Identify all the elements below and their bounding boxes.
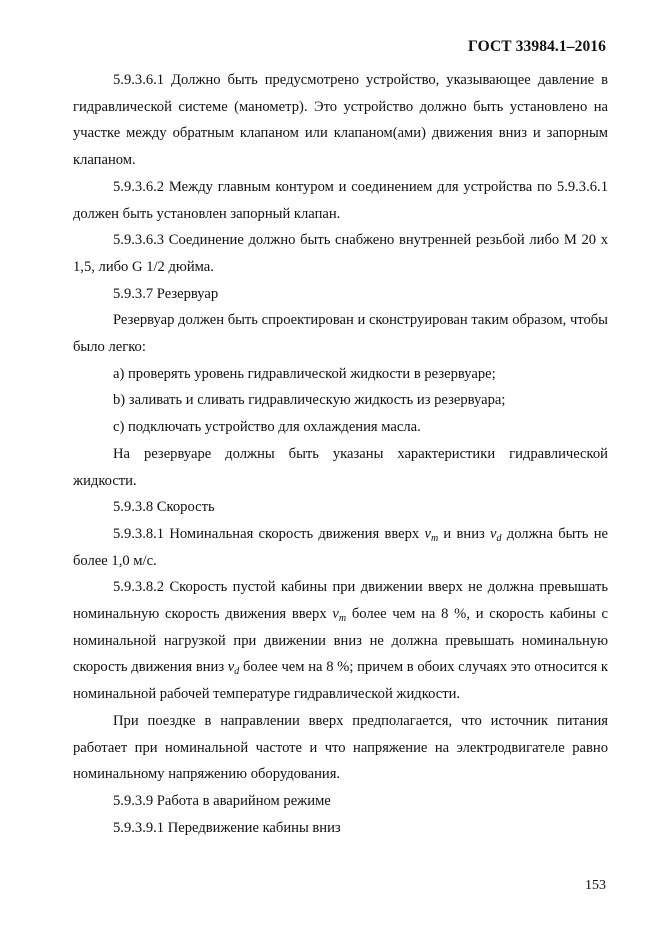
paragraph-5-9-3-6-1: 5.9.3.6.1 Должно быть предусмотрено устройство, указывающее давление в гидравлической системе (манометр). Это устройство должно быть установлено на участке между обратным клапаном или клапаном(ами) движения вниз и запорным клапаном. bbox=[73, 72, 608, 169]
list-item-a: а) проверять уровень гидравлической жидкости в резервуаре; bbox=[113, 365, 496, 382]
paragraph-reservoir-marking: На резервуаре должны быть указаны характеристики гидравлической жидкости. bbox=[73, 445, 608, 489]
text-segment: и вниз bbox=[438, 525, 491, 542]
text-segment: более чем на 8 %; причем в обоих случаях это относится к номинальной рабочей температуре гидравлической жидкости. bbox=[73, 659, 608, 703]
list-item-b: b) заливать и сливать гидравлическую жидкость из резервуара; bbox=[113, 392, 506, 409]
section-heading-car-descent: 5.9.3.9.1 Передвижение кабины вниз bbox=[113, 819, 341, 836]
section-heading-reservoir: 5.9.3.7 Резервуар bbox=[113, 285, 219, 302]
paragraph-5-9-3-8-1 bbox=[73, 521, 608, 574]
paragraph-5-9-3-6-2: 5.9.3.6.2 Между главным контуром и соединением для устройства по 5.9.3.6.1 должен быть установлен запорный клапан. bbox=[73, 178, 608, 222]
paragraph-5-9-3-6-3: 5.9.3.6.3 Соединение должно быть снабжено внутренней резьбой либо М 20 х 1,5, либо G 1/2 дюйма. bbox=[73, 232, 608, 275]
speed-down-symbol: $v_d$ bbox=[227, 659, 240, 678]
text-segment: 5.9.3.8.1 Номинальная скорость движения вверх bbox=[113, 525, 425, 542]
standard-header: ГОСТ 33984.1–2016 bbox=[468, 38, 606, 55]
paragraph-5-9-3-8-2 bbox=[73, 574, 608, 708]
page-number: 153 bbox=[585, 878, 606, 893]
text-segment: должна быть не более 1,0 м/с. bbox=[73, 525, 608, 569]
speed-up-symbol: $v_m$ bbox=[332, 606, 347, 625]
section-heading-emergency: 5.9.3.9 Работа в аварийном режиме bbox=[113, 792, 331, 809]
text-segment: более чем на 8 %, и скорость кабины с номинальной нагрузкой при движении вниз не должна превышать номинальную скорость движения вниз bbox=[73, 606, 609, 676]
speed-down-symbol: $v_d$ bbox=[490, 525, 502, 544]
section-heading-speed: 5.9.3.8 Скорость bbox=[113, 499, 215, 516]
paragraph-power-supply: При поездке в направлении вверх предполагается, что источник питания работает при номинальной частоте и что напряжение на электродвигателе равно номинальному напряжению оборудования. bbox=[73, 712, 608, 783]
text-segment: 5.9.3.8.2 Скорость пустой кабины при движении вверх не должна превышать номинальную скорость движения вверх bbox=[73, 579, 608, 623]
paragraph-reservoir-design: Резервуар должен быть спроектирован и сконструирован таким образом, чтобы было легко: bbox=[73, 312, 608, 356]
speed-up-symbol: $v_m$ bbox=[424, 525, 439, 544]
document-body bbox=[73, 67, 608, 841]
list-item-c: с) подключать устройство для охлаждения масла. bbox=[113, 419, 421, 436]
